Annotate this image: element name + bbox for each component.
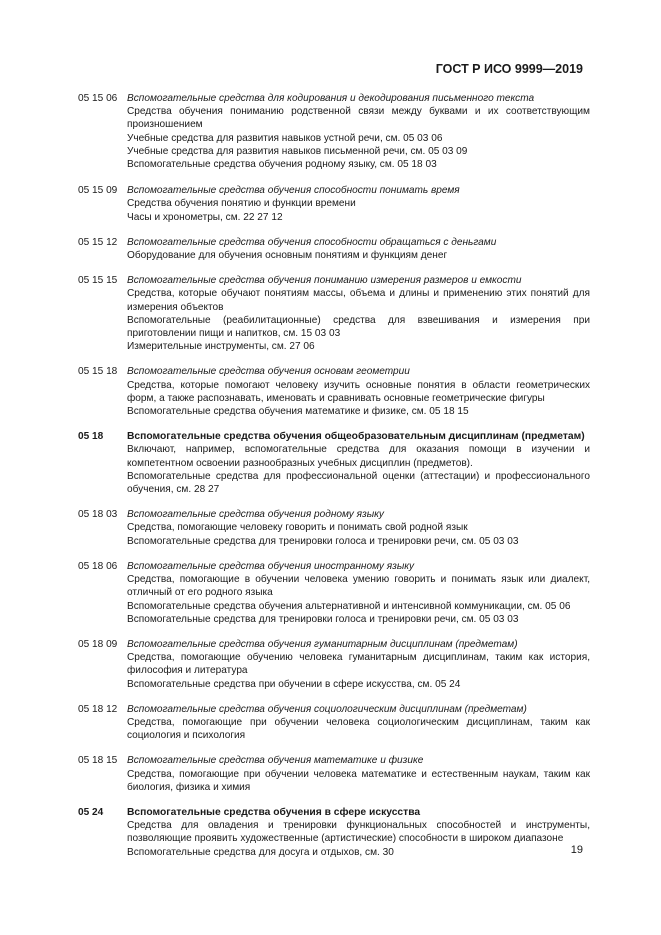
entry-line: Часы и хронометры, см. 22 27 12 — [127, 211, 283, 223]
entry-line: Вспомогательные средства обучения альтернативной и интенсивной коммуникации, см. 05 06 — [127, 600, 571, 612]
entry-heading: Вспомогательные средства обучения социологическим дисциплинам (предметам) — [127, 703, 527, 715]
entry-body — [127, 236, 590, 262]
entry-code: 05 15 15 — [78, 275, 118, 287]
page-number: 19 — [570, 844, 583, 856]
entry-code: 05 15 18 — [78, 366, 118, 378]
entry-heading: Вспомогательные средства обучения пониманию измерения размеров и емкости — [127, 275, 522, 287]
entry-heading: Вспомогательные средства обучения родному языку — [127, 509, 384, 521]
entry-line: Вспомогательные средства для тренировки голоса и тренировки речи, см. 05 03 03 — [127, 613, 519, 625]
entry-code: 05 18 — [78, 431, 104, 443]
entry — [78, 92, 590, 171]
entry — [78, 274, 590, 353]
entry-line: Вспомогательные средства при обучении в сфере искусства, см. 05 24 — [127, 678, 461, 690]
entry-body — [127, 184, 590, 224]
entry-heading: Вспомогательные средства обучения способности обращаться с деньгами — [127, 236, 497, 248]
entry-line: Средства, помогающие человеку говорить и понимать свой родной язык — [127, 522, 468, 534]
entry-code: 05 18 06 — [78, 560, 118, 572]
entry-line: Средства, помогающие при обучении человека математике и естественным наукам, таким как биология, физика и химия — [127, 768, 590, 793]
page-header: ГОСТ Р ИСО 9999—2019 — [435, 62, 583, 76]
entry-line: Вспомогательные средства обучения родному языку, см. 05 18 03 — [127, 159, 437, 171]
entry — [78, 754, 590, 794]
entry-heading: Вспомогательные средства обучения математике и физике — [127, 755, 424, 767]
entry — [78, 184, 590, 224]
entry — [78, 560, 590, 626]
entry-line: Средства, помогающие в обучении человека умению говорить и понимать язык или диалект, отличный от его родного языка — [127, 574, 590, 599]
entry-line: Вспомогательные средства обучения математике и физике, см. 05 18 15 — [127, 406, 469, 418]
entry-heading: Вспомогательные средства обучения основам геометрии — [127, 366, 410, 378]
entry-line: Вспомогательные средства для профессиональной оценки (аттестации) и профессионального обучения, см. 28 27 — [127, 470, 590, 496]
entry — [78, 236, 590, 262]
document-body — [78, 92, 590, 859]
entry-line: Средства обучения понятию и функции времени — [127, 198, 356, 210]
entry-line: Средства для овладения и тренировки функциональных способностей и инструменты, позволяющие проявить художественные (артистические) способности в широком диапазоне — [127, 820, 590, 845]
entry-code: 05 15 09 — [78, 185, 118, 197]
entry-body — [127, 508, 590, 548]
entry-code: 05 24 — [78, 806, 104, 818]
entry-heading: Вспомогательные средства обучения гуманитарным дисциплинам (предметам) — [127, 638, 518, 650]
entry-code: 05 18 15 — [78, 755, 118, 767]
entry-heading: Вспомогательные средства для кодирования и декодирования письменного текста — [127, 93, 535, 104]
entry-body — [127, 430, 590, 496]
entry-line: Вспомогательные (реабилитационные) средства для взвешивания и измерения при приготовлении пищи и напитков, см. 15 03 03 — [127, 314, 590, 340]
entry — [78, 638, 590, 691]
entry-line: Средства, помогающие при обучении человека социологическим дисциплинам, таким как социология и психология — [127, 716, 590, 742]
entry-code: 05 15 06 — [78, 93, 118, 104]
entry — [78, 508, 590, 548]
entry-heading: Вспомогательные средства обучения в сфере искусства — [127, 806, 421, 818]
entry — [78, 365, 590, 418]
entry-line: Средства, которые помогают человеку изучить основные понятия в области геометрических форм, а также распознавать, именовать и сравнивать основные геометрические фигуры — [127, 379, 590, 404]
entry-line: Средства обучения пониманию родственной связи между буквами и их соответствующим произношением — [127, 106, 590, 131]
entry-line: Измерительные инструменты, см. 27 06 — [127, 341, 315, 353]
entry-line: Учебные средства для развития навыков устной речи, см. 05 03 06 — [127, 132, 443, 144]
entry-code: 05 18 03 — [78, 509, 118, 521]
entry-body — [127, 703, 590, 743]
entry-body — [127, 365, 590, 418]
entry-line: Включают, например, вспомогательные средства для оказания помощи в изучении и компетентном освоении разнообразных учебных дисциплин (предметов). — [127, 444, 590, 469]
entry-body — [127, 638, 590, 691]
entry-body — [127, 92, 590, 171]
entry-line: Вспомогательные средства для досуга и отдыхов, см. 30 — [127, 846, 394, 858]
entry-major — [78, 806, 590, 859]
entry-line: Учебные средства для развития навыков письменной речи, см. 05 03 09 — [127, 145, 468, 157]
entry-code: 05 18 09 — [78, 638, 118, 650]
entry-body — [127, 754, 590, 794]
entry-code: 05 15 12 — [78, 236, 118, 248]
entry-code: 05 18 12 — [78, 703, 118, 715]
entry — [78, 703, 590, 743]
entry-line: Средства, которые обучают понятиям массы, объема и длины и применению этих понятий для измерения объектов — [127, 288, 590, 313]
entry-heading: Вспомогательные средства обучения способности понимать время — [127, 185, 460, 197]
entry-line: Оборудование для обучения основным понятиям и функциям денег — [127, 250, 448, 262]
entry-body — [127, 560, 590, 626]
entry-body — [127, 274, 590, 353]
entry-body — [127, 806, 590, 859]
entry-heading: Вспомогательные средства обучения общеобразовательным дисциплинам (предметам) — [127, 431, 585, 443]
entry-line: Вспомогательные средства для тренировки голоса и тренировки речи, см. 05 03 03 — [127, 535, 519, 547]
entry-major — [78, 430, 590, 496]
entry-line: Средства, помогающие обучению человека гуманитарным дисциплинам, таким как история, философия и литература — [127, 652, 590, 677]
entry-heading: Вспомогательные средства обучения иностранному языку — [127, 560, 415, 572]
